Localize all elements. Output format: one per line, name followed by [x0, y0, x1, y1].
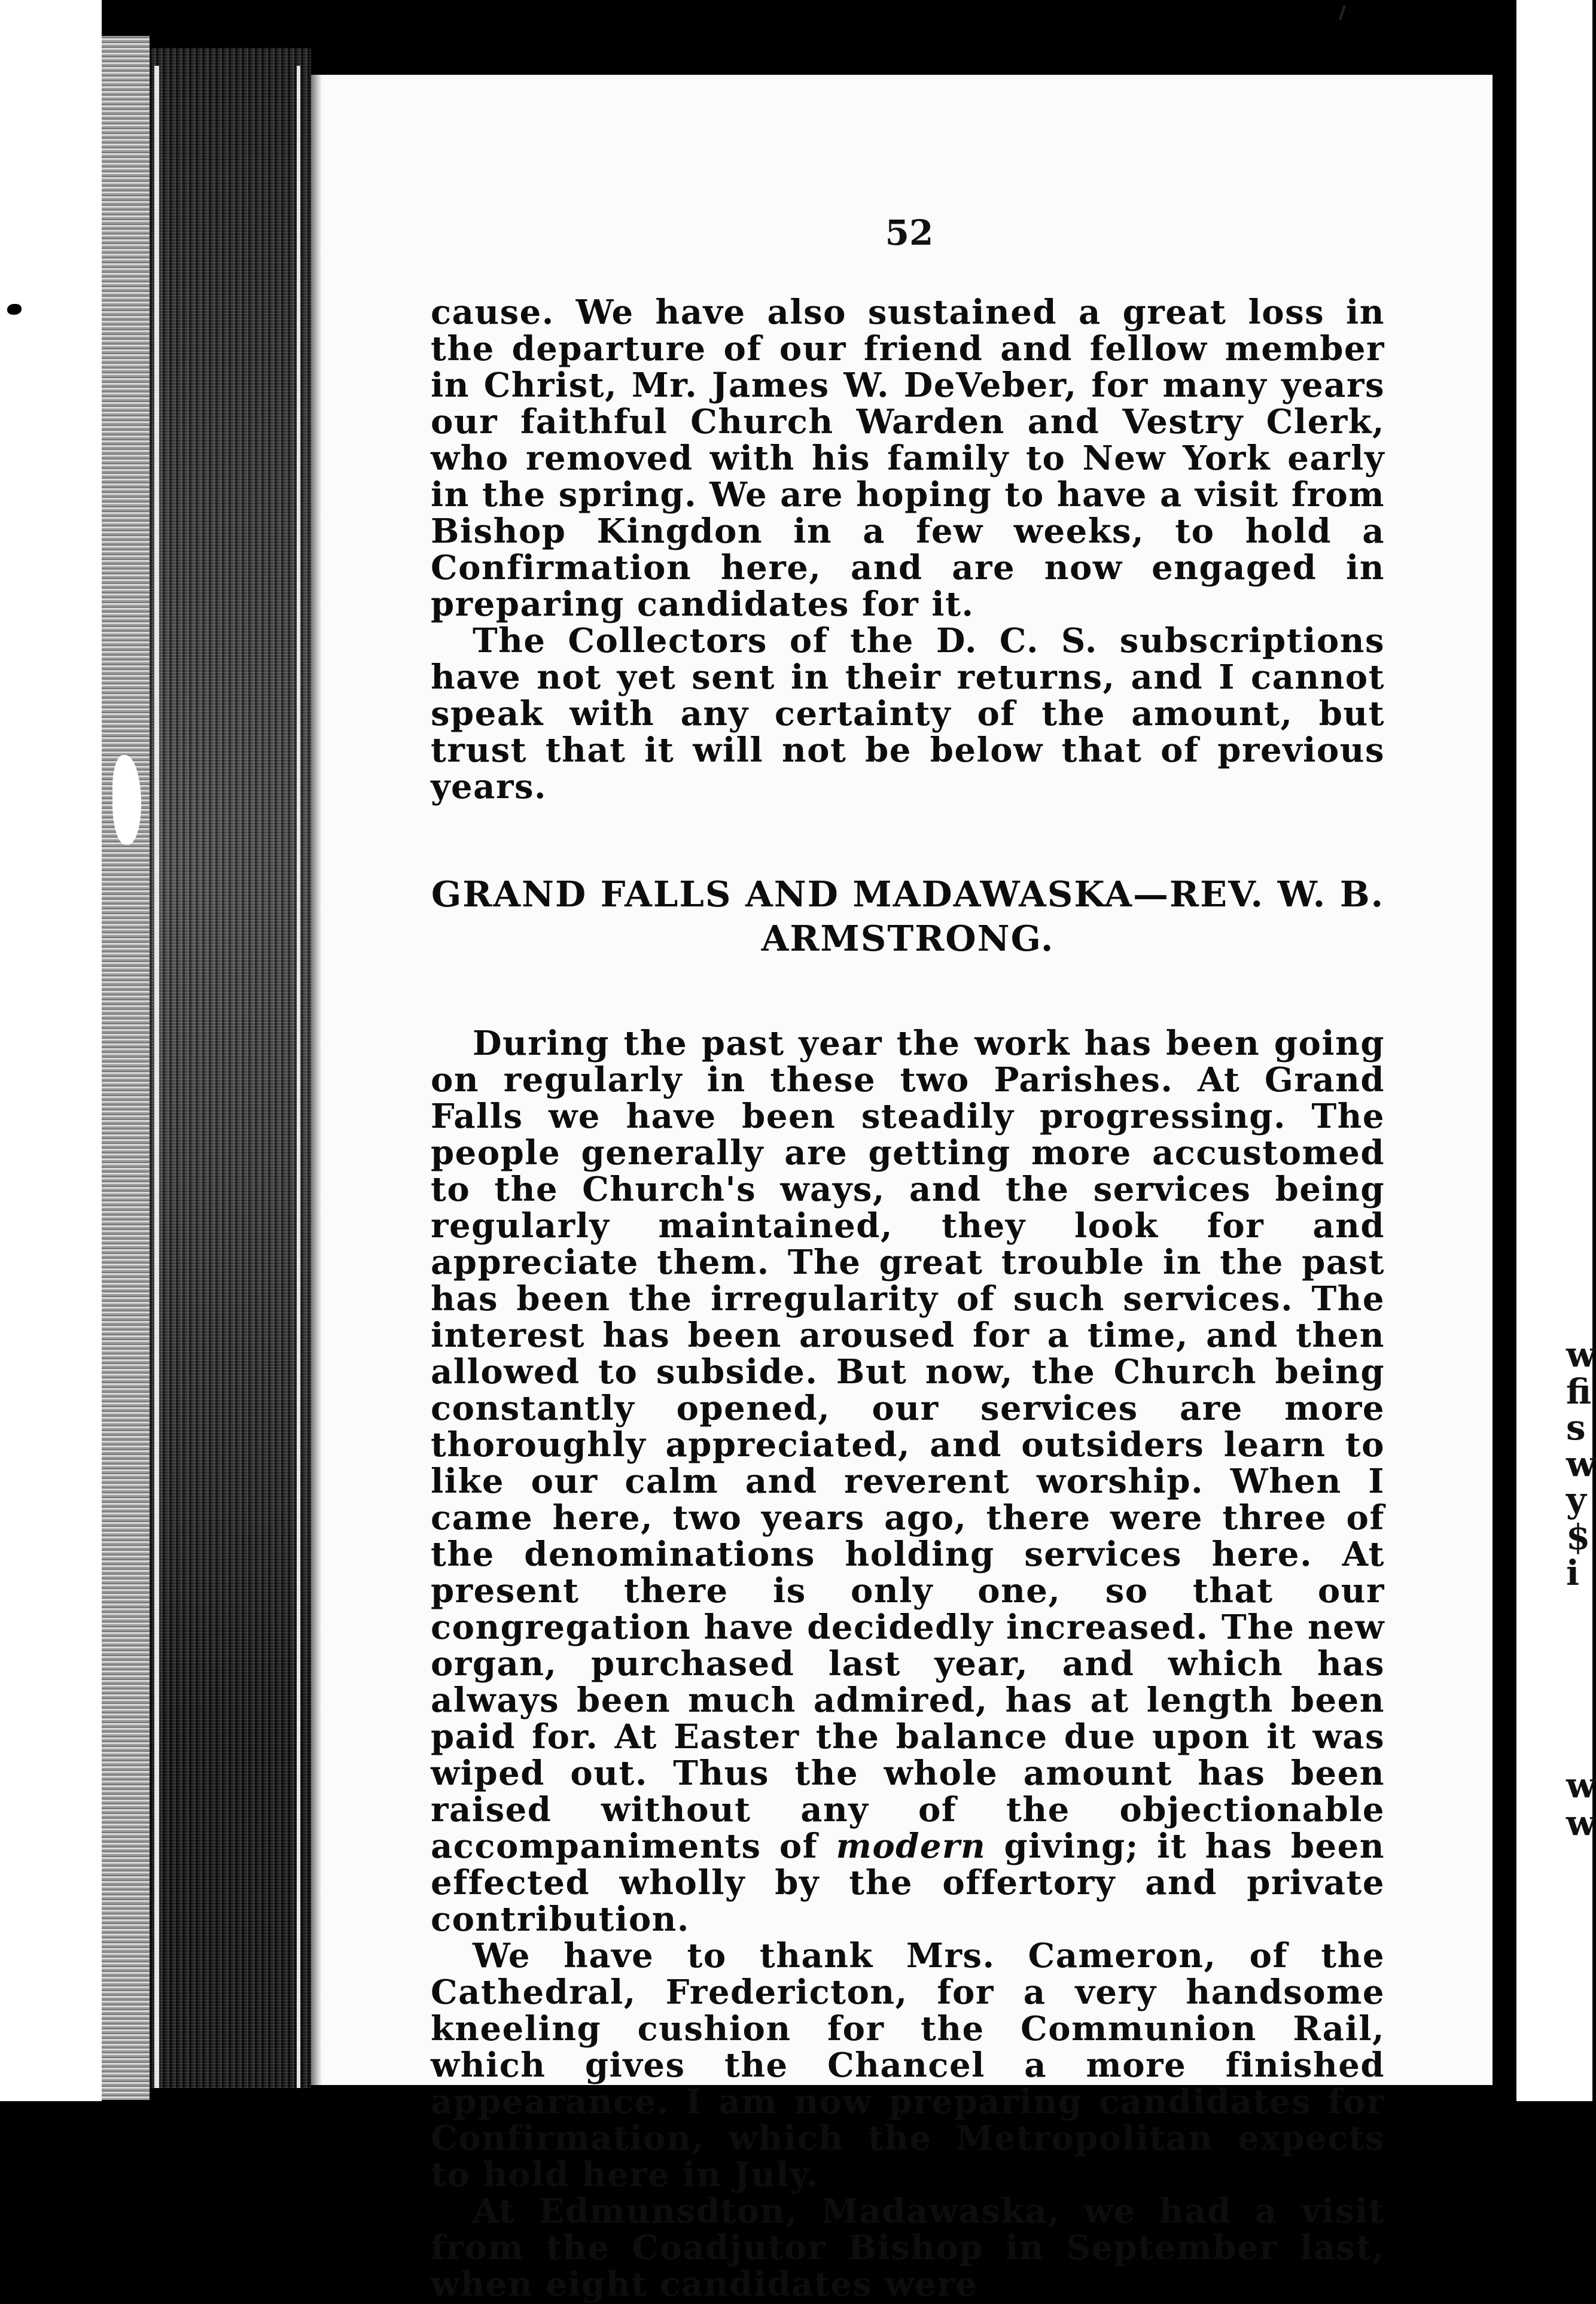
facing-page-fragment: y	[1566, 1480, 1586, 1520]
facing-page-fragment: $	[1566, 1517, 1591, 1557]
section-heading: GRAND FALLS AND MADAWASKA—REV. W. B. ARMSTRONG.	[431, 873, 1385, 959]
scanner-margin	[0, 0, 102, 2101]
page-edges	[102, 36, 150, 2100]
paragraph: cause. We have also sustained a great loss in the departure of our friend and fellow member in Christ, Mr. James W. DeVeber, for many years our faithful Church Warden and Vestry Clerk, who removed with his family to New York early in the spring. We are hoping to have a visit from Bishop Kingdon in a few weeks, to hold a Confirmation here, and are now engaged in preparing candidates for it.	[431, 293, 1385, 624]
paragraph: We have to thank Mrs. Cameron, of the Cathedral, Fredericton, for a very handsome kneeling cushion for the Communion Rail, which gives the Chancel a more finished appearance. I am now preparing candidates for Confirmation, which the Metropolitan expects to hold here in July.	[431, 1936, 1385, 2195]
paragraph-text: giving; it has been effected wholly by the offertory and private contribution.	[431, 1827, 1385, 1939]
scan-speck	[1339, 5, 1346, 20]
facing-page-fragment: w	[1566, 1765, 1596, 1806]
emphasized-word: modern	[836, 1827, 986, 1866]
facing-page-fragment: w	[1566, 1803, 1596, 1843]
spine-highlight	[154, 66, 159, 2088]
paragraph: At Edmunsdton, Madawaska, we had a visit from the Coadjutor Bishop in September last, when eight candidates were	[431, 2192, 1385, 2304]
paragraph-text: During the past year the work has been going on regularly in these two Parishes. At Grand Falls we have been steadily progressing. The people generally are getting more accustomed to the Church's ways, and the services being regularly maintained, they look for and appreciate them. The great trouble in the past has been the irregularity of such services. The interest has been aroused for a time, and then allowed to subside. But now, the Church being constantly opened, our services are more thoroughly appreciated, and outsiders learn to like our calm and reverent worship. When I came here, two years ago, there were three of the denominations holding services here. At present there is only one, so that our congregation have decidedly increased. The new organ, purchased last year, and which has always been much admired, has at length been paid for. At Easter the balance due upon it was wiped out. Thus the whole amount has been raised without any of the objectionable accompaniments of	[431, 1024, 1385, 1866]
paragraph: The Collectors of the D. C. S. subscriptions have not yet sent in their returns, and I cannot speak with any certainty of the amount, but trust that it will not be below that of previous years.	[431, 621, 1385, 806]
facing-page-fragment: fi	[1566, 1371, 1592, 1412]
gutter-shadow	[311, 75, 322, 2085]
facing-page-fragment: w	[1566, 1334, 1596, 1375]
scan-speck	[7, 304, 22, 315]
page-number: 52	[885, 212, 934, 253]
binding-gap	[1493, 0, 1516, 2101]
spine-highlight	[297, 66, 300, 2088]
page-body	[431, 294, 1385, 2303]
facing-page-fragment: i	[1566, 1553, 1580, 1593]
facing-page-fragment: w	[1566, 1444, 1596, 1484]
paragraph	[431, 1025, 1385, 1938]
facing-page-fragment: s	[1566, 1407, 1586, 1448]
